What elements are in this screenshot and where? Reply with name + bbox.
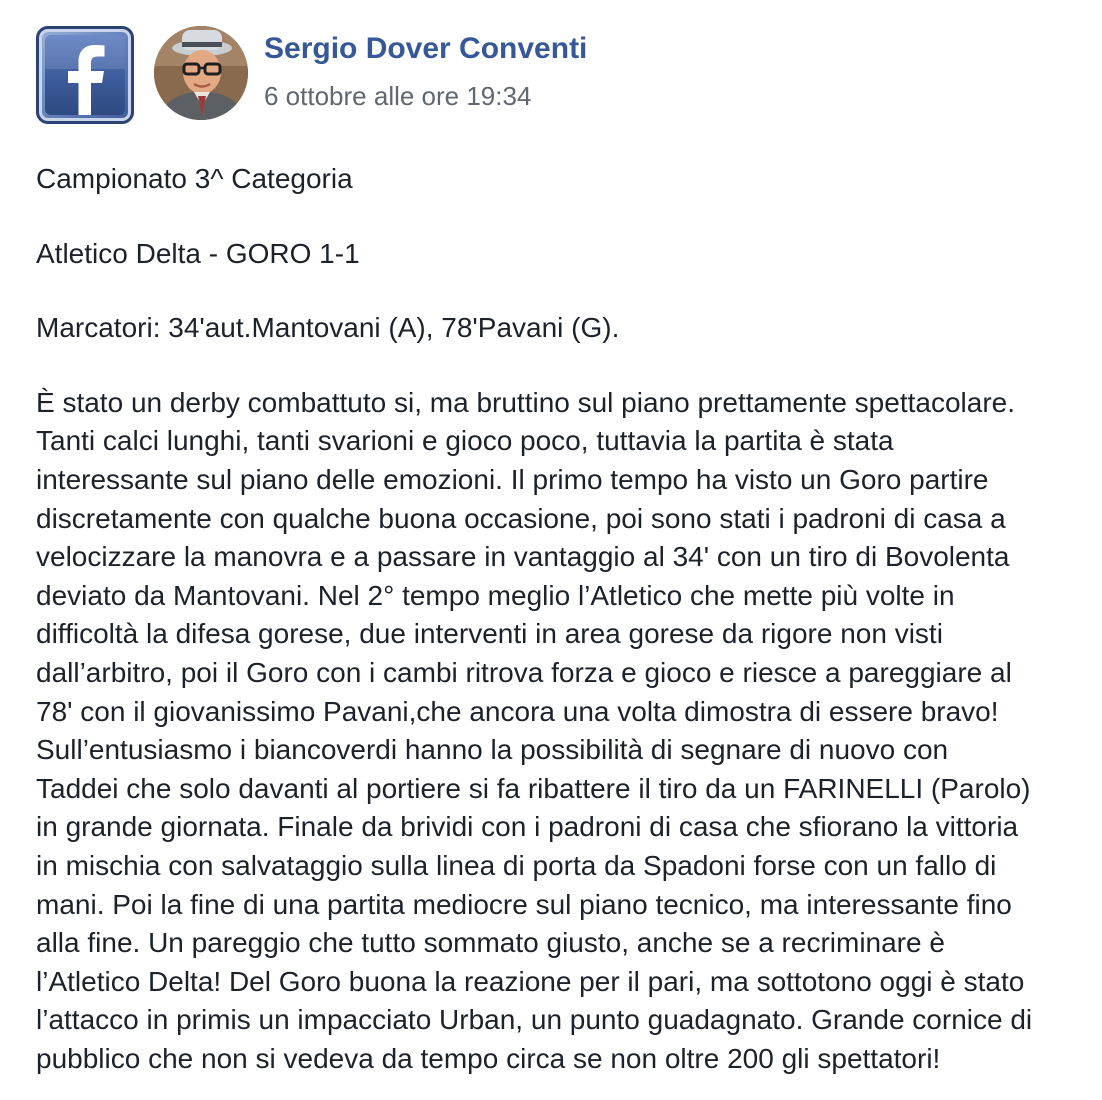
facebook-logo-icon (36, 26, 134, 124)
post-headline: Campionato 3^ Categoria (36, 163, 353, 194)
post-header (36, 26, 1076, 126)
scorers: Marcatori: 34'aut.Mantovani (A), 78'Pavani (G). (36, 312, 620, 344)
match-result: Atletico Delta - GORO 1-1 (36, 237, 360, 269)
post-body (36, 160, 1086, 1078)
avatar[interactable] (154, 26, 248, 120)
post-paragraph: È stato un derby combattuto si, ma bruttino sul piano prettamente spettacolare. Tanti calci lunghi, tanti svarioni e gioco poco, tuttavia la partita è stata interessante sul piano delle emozioni. Il primo tempo ha visto un Goro partire discretamente con qualche buona occasione, poi sono stati i padroni di casa a velocizzare la manovra e a passare in vantaggio al 34' con un tiro di Bovolenta deviato da Mantovani. Nel 2° tempo meglio l’Atletico che mette più volte in difficoltà la difesa gorese, due interventi in area gorese da rigore non visti dall’arbitro, poi il Goro con i cambi ritrova forza e gioco e riesce a pareggiare al 78' con il giovanissimo Pavani,che ancora una volta dimostra di essere bravo! Sull’entusiasmo i biancoverdi hanno la possibilità di segnare di nuovo con Taddei che solo davanti al portiere si fa ribattere il tiro da un FARINELLI (Parolo) in grande giornata. Finale da brividi con i padroni di casa che sfiorano la vittoria in mischia con salvataggio sulla linea di porta da Spadoni forse con un fallo di mani. Poi la fine di una partita mediocre sul piano tecnico, ma interessante fino alla fine. Un pareggio che tutto sommato giusto, anche se a recriminare è l’Atletico Delta! Del Goro buona la reazione per il pari, ma sottotono oggi è stato l’attacco in primis un impacciato Urban, un punto guadagnato. Grande cornice di pubblico che non si vedeva da tempo circa se non oltre 200 gli spettatori! (36, 386, 1033, 1074)
author-name[interactable]: Sergio Dover Conventi (264, 32, 588, 65)
post-timestamp[interactable]: 6 ottobre alle ore 19:34 (264, 81, 532, 111)
